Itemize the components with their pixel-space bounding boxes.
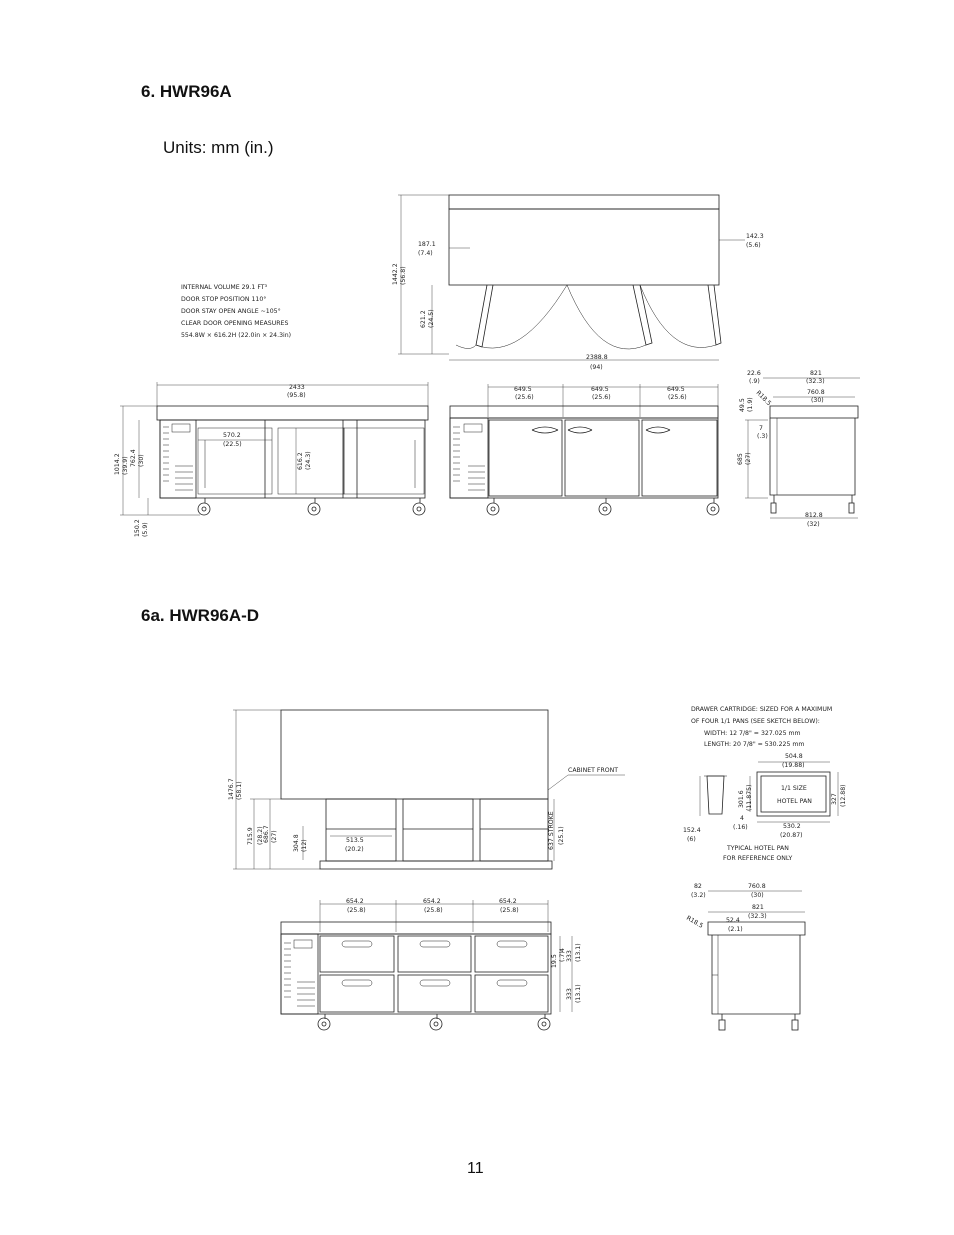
dim-text: (.3) [757, 433, 768, 440]
dim-text: 821 [752, 904, 764, 911]
dim-text: (30) [811, 397, 824, 404]
dim-text: (25.6) [515, 394, 534, 401]
note-line: 554.8W × 616.2H (22.0in × 24.3in) [181, 332, 292, 339]
top-view-hwr96a [392, 195, 764, 371]
dim-text: 82 [694, 883, 702, 890]
dim-text: 812.8 [805, 512, 823, 519]
dim-text: (5.6) [746, 242, 761, 249]
section-heading-hwr96a: 6. HWR96A [141, 82, 232, 101]
dim-text: (24.5) [428, 309, 435, 328]
pan-label: HOTEL PAN [777, 798, 812, 805]
dim-text: (13.1) [575, 984, 582, 1003]
side-view-hwr96a [737, 370, 860, 528]
side-view-hwr96a-d [685, 883, 805, 1030]
dim-text: (58.1) [236, 781, 243, 800]
section-heading-hwr96a-d: 6a. HWR96A-D [141, 606, 260, 625]
note-line: CLEAR DOOR OPENING MEASURES [181, 320, 289, 327]
dim-text: 715.9 [247, 827, 254, 845]
page-number: 11 [467, 1160, 484, 1177]
dim-text: (.7) [559, 951, 566, 962]
note-line: WIDTH: 12 7/8" = 327.025 mm [704, 730, 801, 737]
spec-notes-hwr96a [181, 284, 291, 339]
dim-text: (1.9) [747, 397, 754, 412]
note-line: DOOR STAY OPEN ANGLE ~105° [181, 308, 281, 315]
dim-text: 686.7 [263, 825, 270, 843]
hotel-pan-sketch [683, 753, 847, 862]
dim-text: 22.6 [747, 370, 761, 377]
dim-text: 649.5 [667, 386, 685, 393]
front-view-hwr96a [114, 382, 428, 537]
dim-text: 333 [566, 988, 573, 1000]
front-view-hwr96a-d [281, 898, 582, 1030]
dim-text: 1442.2 [392, 263, 399, 285]
note-line: DRAWER CARTRIDGE: SIZED FOR A MAXIMUM [691, 706, 833, 713]
pan-caption: FOR REFERENCE ONLY [723, 855, 793, 862]
dim-text: 2433 [289, 384, 305, 391]
dim-text: (32) [807, 521, 820, 528]
dim-text: 654.2 [346, 898, 364, 905]
units-label: Units: mm (in.) [163, 138, 274, 157]
dim-text: 142.3 [746, 233, 764, 240]
dim-text: (94) [590, 364, 603, 371]
pan-label: 1/1 SIZE [781, 785, 807, 792]
dim-text: (25.8) [424, 907, 443, 914]
dim-text: 821 [810, 370, 822, 377]
dim-text: (3.2) [691, 892, 706, 899]
dim-text: (20.87) [780, 832, 803, 839]
dim-text: (20.2) [345, 846, 364, 853]
dim-text: 52.4 [726, 917, 740, 924]
dim-text: (56.8) [400, 266, 407, 285]
pan-caption: TYPICAL HOTEL PAN [727, 845, 789, 852]
dim-text: 637 STROKE [548, 811, 555, 850]
dim-text: (24.3) [305, 451, 312, 470]
dim-text: (27) [271, 830, 278, 843]
dim-text: (25.1) [558, 826, 565, 845]
dim-text: (25.6) [592, 394, 611, 401]
dim-text: (25.6) [668, 394, 687, 401]
cabinet-front-label: CABINET FRONT [568, 767, 619, 774]
dim-text: 301.6 [738, 790, 745, 808]
dim-text: 333 [566, 950, 573, 962]
dim-text: 327 [831, 793, 838, 805]
dim-text: (39.9) [122, 456, 129, 475]
dim-text: 762.4 [130, 449, 137, 467]
note-line: INTERNAL VOLUME 29.1 FT³ [181, 284, 268, 291]
note-line: DOOR STOP POSITION 110° [181, 296, 267, 303]
dim-text: (.16) [733, 824, 748, 831]
dim-text: 570.2 [223, 432, 241, 439]
front-view-hwr96a-doors [450, 384, 719, 515]
dim-text: 621.2 [420, 310, 427, 328]
dim-text: 4 [559, 948, 566, 952]
dim-text: (2.1) [728, 926, 743, 933]
dim-text: 760.8 [807, 389, 825, 396]
dim-text: (12) [301, 839, 308, 852]
dim-text: 150.2 [134, 519, 141, 537]
dim-text: 760.8 [748, 883, 766, 890]
note-line: LENGTH: 20 7/8" = 530.225 mm [704, 741, 805, 748]
dim-text: (13.1) [575, 943, 582, 962]
dim-text: 19.5 [551, 954, 558, 968]
dim-text: 530.2 [783, 823, 801, 830]
dim-text: 649.5 [591, 386, 609, 393]
dim-text: 504.8 [785, 753, 803, 760]
top-view-hwr96a-d [228, 710, 625, 869]
dim-text: (19.88) [782, 762, 805, 769]
dim-text: (27) [745, 452, 752, 465]
dim-text: (32.3) [748, 913, 767, 920]
dim-text: (7.4) [418, 250, 433, 257]
dim-text: 304.8 [293, 834, 300, 852]
dim-text: 1014.2 [114, 453, 121, 475]
dim-text: (11.875) [746, 784, 753, 811]
dim-text: (.9) [749, 378, 760, 385]
dim-text: 7 [759, 425, 763, 432]
dim-text: R18.5 [685, 914, 705, 930]
dim-text: (25.8) [500, 907, 519, 914]
dim-text: 616.2 [297, 452, 304, 470]
dim-text: 685 [737, 453, 744, 465]
dim-text: (28.2) [257, 826, 264, 845]
note-line: OF FOUR 1/1 PANS (SEE SKETCH BELOW): [691, 718, 820, 725]
dim-text: (25.8) [347, 907, 366, 914]
dim-text: (95.8) [287, 392, 306, 399]
dim-text: 654.2 [499, 898, 517, 905]
dim-text: (5.9) [142, 522, 149, 537]
dim-text: 649.5 [514, 386, 532, 393]
dim-text: 1476.7 [228, 778, 235, 800]
dim-text: (32.3) [806, 378, 825, 385]
dim-text: 49.5 [739, 398, 746, 412]
dim-text: (6) [687, 836, 696, 843]
dim-text: (12.88) [840, 784, 847, 807]
dim-text: (22.5) [223, 441, 242, 448]
dim-text: 513.5 [346, 837, 364, 844]
dim-text: (30) [138, 454, 145, 467]
dim-text: 152.4 [683, 827, 701, 834]
drawer-cartridge-notes [691, 706, 832, 748]
dim-text: (30) [751, 892, 764, 899]
dim-text: 2388.8 [586, 354, 608, 361]
dim-text: 654.2 [423, 898, 441, 905]
dim-text: 4 [740, 815, 744, 822]
dim-text: R18.5 [754, 389, 773, 408]
dim-text: 187.1 [418, 241, 436, 248]
